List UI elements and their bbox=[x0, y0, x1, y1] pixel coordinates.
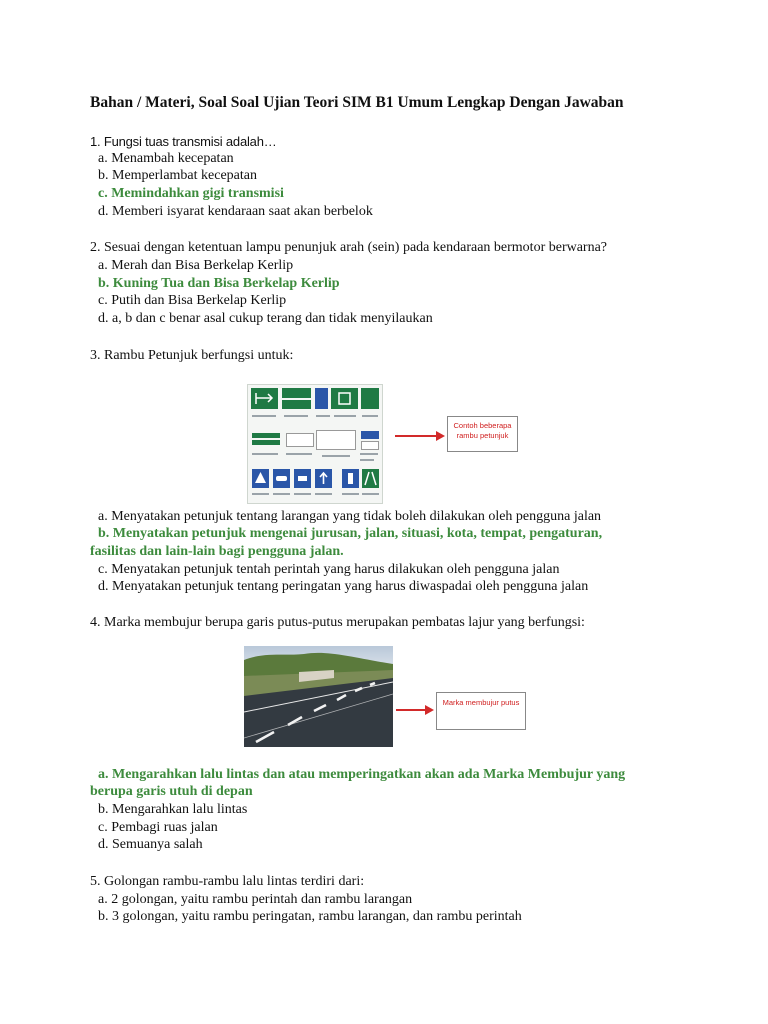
direction-sign bbox=[251, 388, 278, 409]
q2-option-b-answer: b. Kuning Tua dan Bisa Berkelap Kerlip bbox=[98, 276, 340, 291]
q1-option-c-answer: c. Memindahkan gigi transmisi bbox=[98, 186, 284, 201]
road-marking-image bbox=[244, 646, 393, 747]
page-title: Bahan / Materi, Soal Soal Ujian Teori SIM B1 Umum Lengkap Dengan Jawaban bbox=[90, 94, 624, 111]
q2-option-d: d. a, b dan c benar asal cukup terang dan tidak menyilaukan bbox=[98, 311, 433, 326]
callout-arrowhead-1 bbox=[436, 431, 445, 441]
q3-option-b-answer: b. Menyatakan petunjuk mengenai jurusan, jalan, situasi, kota, tempat, pengaturan, bbox=[98, 526, 603, 541]
question-1: 1. Fungsi tuas transmisi adalah… bbox=[90, 134, 277, 149]
q5-option-b: b. 3 golongan, yaitu rambu peringatan, rambu larangan, dan rambu perintah bbox=[98, 909, 522, 924]
callout-road-marking: Marka membujur putus bbox=[436, 692, 526, 730]
q2-option-c: c. Putih dan Bisa Berkelap Kerlip bbox=[98, 293, 287, 308]
junction-sign bbox=[331, 388, 358, 409]
q4-option-d: d. Semuanya salah bbox=[98, 837, 203, 852]
question-2: 2. Sesuai dengan ketentuan lampu penunjuk arah (sein) pada kendaraan bermotor berwarna? bbox=[90, 240, 608, 255]
q4-option-a-answer-cont: berupa garis utuh di depan bbox=[90, 784, 253, 799]
q4-option-a-answer: a. Mengarahkan lalu lintas dan atau memperingatkan akan ada Marka Membujur yang bbox=[98, 767, 626, 782]
q5-option-a: a. 2 golongan, yaitu rambu perintah dan rambu larangan bbox=[98, 892, 413, 907]
crossing-sign bbox=[252, 469, 269, 488]
callout-arrowhead-2 bbox=[425, 705, 434, 715]
q1-option-a: a. Menambah kecepatan bbox=[98, 151, 234, 166]
q4-option-c: c. Pembagi ruas jalan bbox=[98, 820, 218, 835]
q3-option-b-answer-cont: fasilitas dan lain-lain bagi pengguna jalan. bbox=[90, 544, 344, 559]
q3-option-a: a. Menyatakan petunjuk tentang larangan yang tidak boleh dilakukan oleh pengguna jalan bbox=[98, 509, 602, 524]
callout-signs: Contoh beberapa rambu petunjuk bbox=[447, 416, 518, 452]
question-4: 4. Marka membujur berupa garis putus-putus merupakan pembatas lajur yang berfungsi: bbox=[90, 615, 585, 630]
q1-option-d: d. Memberi isyarat kendaraan saat akan berbelok bbox=[98, 204, 373, 219]
callout-arrow-2 bbox=[396, 709, 426, 711]
q2-option-a: a. Merah dan Bisa Berkelap Kerlip bbox=[98, 258, 294, 273]
q1-option-b: b. Memperlambat kecepatan bbox=[98, 168, 257, 183]
question-3: 3. Rambu Petunjuk berfungsi untuk: bbox=[90, 348, 294, 363]
q3-option-c: c. Menyatakan petunjuk tentah perintah yang harus dilakukan oleh pengguna jalan bbox=[98, 562, 560, 577]
guidance-signs-image bbox=[247, 384, 383, 504]
q3-option-d: d. Menyatakan petunjuk tentang peringatan yang harus diwaspadai oleh pengguna jalan bbox=[98, 579, 589, 594]
q4-option-b: b. Mengarahkan lalu lintas bbox=[98, 802, 248, 817]
question-5: 5. Golongan rambu-rambu lalu lintas terdiri dari: bbox=[90, 874, 365, 889]
callout-arrow-1 bbox=[395, 435, 437, 437]
